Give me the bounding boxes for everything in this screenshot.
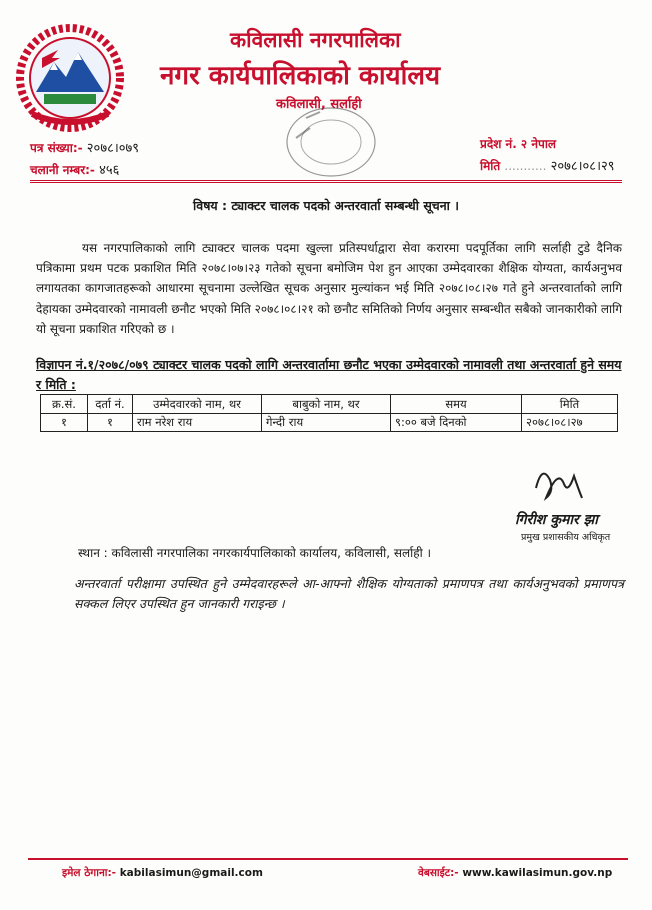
nepal-emblem-logo — [14, 22, 126, 134]
office-name: नगर कार्यपालिकाको कार्यालय — [160, 61, 441, 91]
instruction-note: अन्तरवार्ता परीक्षामा उपस्थित हुने उम्मेदवारहरूले आ-आफ्नो शैक्षिक योग्यताको प्रमाणपत्र तथा कार्यअनुभवको प्रमाणपत्र सक्कल लिएर उपस्थित हुन जानकारी गराइन्छ । — [74, 576, 624, 611]
website-link[interactable]: www.kawilasimun.gov.np — [462, 867, 613, 879]
chalani-value: ४५६ — [99, 163, 120, 178]
candidate-table — [40, 394, 618, 432]
signatory-title: प्रमुख प्रशासकीय अधिकृत — [521, 532, 611, 543]
advertisement-heading: विज्ञापन नं.१/२०७८/०७९ ट्याक्टर चालक पदको लागि अन्तरवार्तामा छनौट भएका उम्मेदवारको नामावली तथा अन्तरवार्ता हुने समय र मिति : — [36, 357, 622, 392]
patra-value: २०७८।०७९ — [86, 141, 140, 156]
email-label: इमेल ठेगाना:- — [62, 867, 117, 879]
chalani-number — [30, 160, 119, 178]
handwritten-signature — [528, 458, 588, 508]
patra-label: पत्र संख्या:- — [30, 141, 83, 155]
province-label: प्रदेश नं. २ नेपाल — [480, 137, 557, 151]
date-value: २०७८।०८।२९ — [550, 159, 615, 174]
office-stamp — [276, 98, 386, 183]
subject-line: विषय : ट्याक्टर चालक पदको अन्तरवार्ता सम्बन्धी सूचना । — [193, 198, 459, 213]
col-header-serial: क्र.सं. — [41, 395, 88, 414]
col-header-candidate: उम्मेदवारको नाम, थर — [133, 395, 262, 414]
footer-website — [418, 866, 612, 880]
website-label: वेबसाईट:- — [418, 867, 459, 879]
col-header-reg-no: दर्ता नं. — [88, 395, 133, 414]
office-location: कविलासी, सर्लाही — [276, 97, 362, 112]
patra-sankhya — [30, 138, 139, 156]
footer-divider — [28, 858, 628, 860]
col-header-father: बाबुको नाम, थर — [262, 395, 391, 414]
table-header-row — [41, 395, 618, 414]
cell-serial: १ — [41, 414, 88, 432]
place-line: स्थान : कविलासी नगरपालिका नगरकार्यपालिकाको कार्यालय, कविलासी, सर्लाही । — [78, 546, 432, 560]
table-row — [41, 414, 618, 432]
cell-time: ९:०० बजे दिनको — [391, 414, 522, 432]
body-paragraph: यस नगरपालिकाको लागि ट्याक्टर चालक पदमा खुल्ला प्रतिस्पर्धाद्वारा सेवा करारमा पदपूर्तिका लागि सर्लाही टुडे दैनिक पत्रिकामा प्रथम पटक प्रकाशित मिति २०७८।०७।२३ गतेको सूचना बमोजिम पेश हुन आएका उम्मेदवारका शैक्षिक योग्यता, कार्यअनुभव लगायतका कागजातहरूको आधारमा सूचनामा उल्लेखित सूचक अनुसार मुल्यांकन भई मिति २०७८।०८।२७ गते हुने अन्तरवार्ताको लागि देहायका उम्मेदवारको नामावली छनौट भएको मिति २०७८।०८।२१ को छनौट समितिको निर्णय अनुसार सम्बन्धीत सबैको जानकारीको लागि यो सूचना प्रकाशित गरिएको छ । — [36, 241, 622, 336]
date-label: मिति — [480, 159, 501, 173]
cell-father: गेन्दी राय — [262, 414, 391, 432]
email-link[interactable]: kabilasimun@gmail.com — [119, 867, 263, 879]
col-header-date: मिति — [522, 395, 618, 414]
chalani-label: चलानी नम्बर:- — [30, 163, 95, 177]
date-line: मिति ........... २०७८।०८।२९ — [480, 159, 615, 174]
col-header-time: समय — [391, 395, 522, 414]
footer-email — [62, 866, 263, 880]
signatory-name: गिरीश कुमार झा — [515, 512, 598, 528]
header-divider — [30, 180, 622, 183]
cell-candidate: राम नरेश राय — [133, 414, 262, 432]
municipality-name: कविलासी नगरपालिका — [230, 28, 401, 52]
cell-reg-no: १ — [88, 414, 133, 432]
cell-date: २०७८।०८।२७ — [522, 414, 618, 432]
